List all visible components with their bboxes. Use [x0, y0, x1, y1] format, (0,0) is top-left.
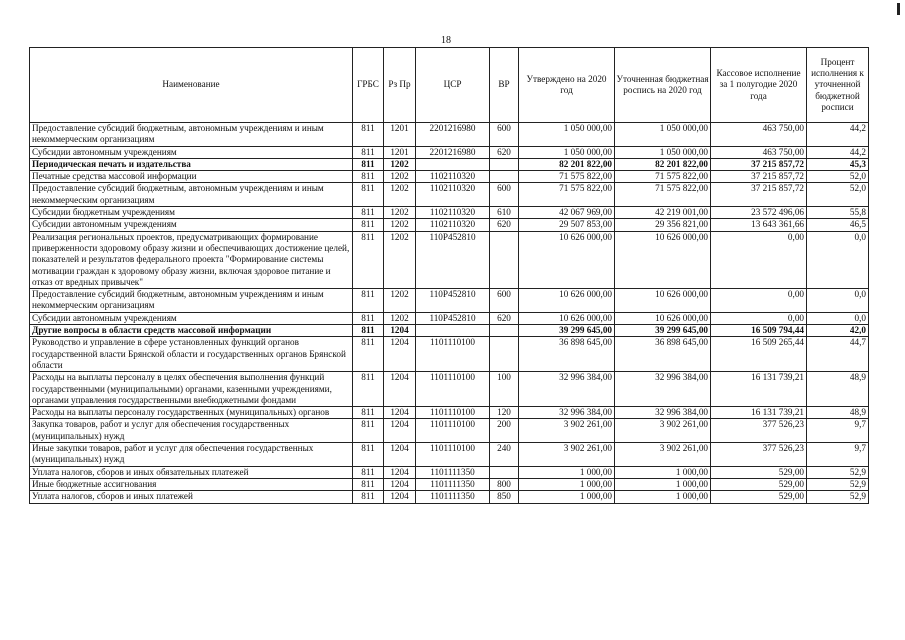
cell-grbs: 811: [353, 325, 384, 337]
cell-executed: 16 131 739,21: [711, 372, 807, 407]
cell-name: Субсидии автономным учреждениям: [30, 146, 353, 158]
cell-percent: 52,9: [807, 478, 869, 490]
table-row: [30, 171, 869, 183]
cell-vr: 600: [490, 289, 519, 313]
table-row: [30, 419, 869, 443]
cell-rzpr: 1202: [384, 183, 416, 207]
cell-vr: [490, 158, 519, 170]
cell-executed: 529,00: [711, 478, 807, 490]
cell-vr: 600: [490, 183, 519, 207]
cell-percent: 48,9: [807, 372, 869, 407]
cell-csr: 1101110100: [416, 407, 490, 419]
cell-percent: 52,9: [807, 466, 869, 478]
cell-approved: 32 996 384,00: [519, 407, 615, 419]
cell-rzpr: 1201: [384, 123, 416, 147]
cell-executed: 37 215 857,72: [711, 183, 807, 207]
cell-percent: 46,5: [807, 219, 869, 231]
table-row: [30, 146, 869, 158]
header-approved: Утверждено на 2020 год: [519, 48, 615, 123]
cell-vr: 620: [490, 219, 519, 231]
cell-csr: [416, 158, 490, 170]
header-row: [30, 48, 869, 123]
cell-approved: 10 626 000,00: [519, 312, 615, 324]
cell-percent: 44,7: [807, 337, 869, 372]
cell-rzpr: 1202: [384, 158, 416, 170]
cell-refined: 29 356 821,00: [615, 219, 711, 231]
cell-name: Субсидии автономным учреждениям: [30, 219, 353, 231]
cell-vr: 610: [490, 207, 519, 219]
cell-approved: 1 000,00: [519, 466, 615, 478]
cell-executed: 529,00: [711, 491, 807, 503]
cell-executed: 377 526,23: [711, 419, 807, 443]
cell-percent: 52,0: [807, 183, 869, 207]
cell-name: Субсидии автономным учреждениям: [30, 312, 353, 324]
header-percent: Процент исполнения к уточненной бюджетной росписи: [807, 48, 869, 123]
cell-name: Уплата налогов, сборов и иных обязательных платежей: [30, 466, 353, 478]
cell-approved: 39 299 645,00: [519, 325, 615, 337]
cell-executed: 0,00: [711, 289, 807, 313]
header-executed: Кассовое исполнение за 1 полугодие 2020 года: [711, 48, 807, 123]
cell-name: Иные закупки товаров, работ и услуг для обеспечения государственных (муниципальных) нужд: [30, 443, 353, 467]
cell-name: Руководство и управление в сфере установленных функций органов государственной власти Брянской области и государственных органов Брянской области: [30, 337, 353, 372]
cell-rzpr: 1204: [384, 466, 416, 478]
cell-grbs: 811: [353, 419, 384, 443]
cell-approved: 1 000,00: [519, 491, 615, 503]
cell-rzpr: 1204: [384, 372, 416, 407]
cell-percent: 9,7: [807, 443, 869, 467]
cell-approved: 82 201 822,00: [519, 158, 615, 170]
cell-grbs: 811: [353, 337, 384, 372]
cell-vr: 600: [490, 123, 519, 147]
cell-approved: 1 050 000,00: [519, 123, 615, 147]
cell-rzpr: 1204: [384, 337, 416, 372]
cell-csr: 2201216980: [416, 123, 490, 147]
cell-executed: 463 750,00: [711, 123, 807, 147]
cell-csr: 2201216980: [416, 146, 490, 158]
budget-execution-table: [29, 47, 869, 504]
cell-percent: 55,8: [807, 207, 869, 219]
cell-refined: 1 000,00: [615, 491, 711, 503]
cell-refined: 39 299 645,00: [615, 325, 711, 337]
table-row: [30, 443, 869, 467]
cell-csr: 1101110100: [416, 372, 490, 407]
cell-csr: 1101111350: [416, 491, 490, 503]
table-row: [30, 466, 869, 478]
cell-csr: [416, 325, 490, 337]
cell-refined: 32 996 384,00: [615, 372, 711, 407]
cell-csr: 1102110320: [416, 219, 490, 231]
cell-rzpr: 1204: [384, 478, 416, 490]
cell-percent: 52,9: [807, 491, 869, 503]
cell-refined: 1 050 000,00: [615, 123, 711, 147]
cell-grbs: 811: [353, 171, 384, 183]
cell-vr: [490, 337, 519, 372]
cell-rzpr: 1202: [384, 231, 416, 288]
cell-csr: 1102110320: [416, 207, 490, 219]
cell-percent: 44,2: [807, 146, 869, 158]
cell-rzpr: 1204: [384, 325, 416, 337]
cell-vr: 240: [490, 443, 519, 467]
cell-refined: 71 575 822,00: [615, 171, 711, 183]
cell-grbs: 811: [353, 372, 384, 407]
cell-vr: 800: [490, 478, 519, 490]
cell-executed: 13 643 361,66: [711, 219, 807, 231]
header-vr: ВР: [490, 48, 519, 123]
table-row: [30, 123, 869, 147]
cell-executed: 377 526,23: [711, 443, 807, 467]
cell-name: Реализация региональных проектов, предусматривающих формирование приверженности здоровому образу жизни и обеспечивающих достижение целей, показателей и результатов федерального проекта "Формирование системы мотивации граждан к здоровому образу жизни, включая здоровое питание и отказ от вредных привычек": [30, 231, 353, 288]
cell-refined: 10 626 000,00: [615, 312, 711, 324]
cell-grbs: 811: [353, 231, 384, 288]
cell-name: Субсидии бюджетным учреждениям: [30, 207, 353, 219]
cell-refined: 3 902 261,00: [615, 419, 711, 443]
cell-name: Расходы на выплаты персоналу в целях обеспечения выполнения функций государственными (муниципальными) органами, казенными учреждениями, органами управления государственными внебюджетными фондами: [30, 372, 353, 407]
cell-approved: 1 000,00: [519, 478, 615, 490]
header-name: Наименование: [30, 48, 353, 123]
cell-name: Предоставление субсидий бюджетным, автономным учреждениям и иным некоммерческим организациям: [30, 289, 353, 313]
cell-grbs: 811: [353, 219, 384, 231]
table-row: [30, 325, 869, 337]
table-row: [30, 407, 869, 419]
cell-grbs: 811: [353, 158, 384, 170]
cell-executed: 0,00: [711, 231, 807, 288]
header-refined: Уточненная бюджетная роспись на 2020 год: [615, 48, 711, 123]
cell-percent: 52,0: [807, 171, 869, 183]
cell-executed: 0,00: [711, 312, 807, 324]
table-row: [30, 491, 869, 503]
cell-rzpr: 1202: [384, 207, 416, 219]
cell-approved: 1 050 000,00: [519, 146, 615, 158]
cell-grbs: 811: [353, 312, 384, 324]
cell-csr: 1101111350: [416, 466, 490, 478]
cell-executed: 16 131 739,21: [711, 407, 807, 419]
cell-percent: 42,0: [807, 325, 869, 337]
cell-approved: 36 898 645,00: [519, 337, 615, 372]
cell-percent: 0,0: [807, 231, 869, 288]
cell-csr: 1102110320: [416, 183, 490, 207]
table-row: [30, 478, 869, 490]
cell-grbs: 811: [353, 443, 384, 467]
header-csr: ЦСР: [416, 48, 490, 123]
cell-csr: 1101110100: [416, 443, 490, 467]
cell-approved: 71 575 822,00: [519, 171, 615, 183]
cell-percent: 0,0: [807, 312, 869, 324]
cell-refined: 3 902 261,00: [615, 443, 711, 467]
cell-csr: 110P452810: [416, 231, 490, 288]
cell-rzpr: 1204: [384, 443, 416, 467]
cell-executed: 23 572 496,06: [711, 207, 807, 219]
cell-vr: 620: [490, 312, 519, 324]
table-row: [30, 337, 869, 372]
cell-approved: 42 067 969,00: [519, 207, 615, 219]
cell-vr: 100: [490, 372, 519, 407]
cell-percent: 9,7: [807, 419, 869, 443]
cell-csr: 110P452810: [416, 312, 490, 324]
table-row: [30, 312, 869, 324]
cell-vr: [490, 171, 519, 183]
table-row: [30, 372, 869, 407]
cell-approved: 3 902 261,00: [519, 443, 615, 467]
cell-csr: 1101110100: [416, 419, 490, 443]
cell-refined: 32 996 384,00: [615, 407, 711, 419]
cell-executed: 37 215 857,72: [711, 171, 807, 183]
cell-refined: 36 898 645,00: [615, 337, 711, 372]
cell-approved: 29 507 853,00: [519, 219, 615, 231]
cell-percent: 0,0: [807, 289, 869, 313]
cell-percent: 45,3: [807, 158, 869, 170]
cell-grbs: 811: [353, 478, 384, 490]
cell-name: Уплата налогов, сборов и иных платежей: [30, 491, 353, 503]
cell-vr: [490, 466, 519, 478]
cell-rzpr: 1204: [384, 491, 416, 503]
cell-csr: 1101111350: [416, 478, 490, 490]
cell-approved: 32 996 384,00: [519, 372, 615, 407]
table-row: [30, 219, 869, 231]
table-row: [30, 207, 869, 219]
cell-executed: 16 509 794,44: [711, 325, 807, 337]
cell-name: Иные бюджетные ассигнования: [30, 478, 353, 490]
cell-name: Другие вопросы в области средств массовой информации: [30, 325, 353, 337]
cell-grbs: 811: [353, 289, 384, 313]
cell-vr: [490, 231, 519, 288]
cell-grbs: 811: [353, 123, 384, 147]
cell-rzpr: 1202: [384, 171, 416, 183]
cell-refined: 10 626 000,00: [615, 289, 711, 313]
table-row: [30, 231, 869, 288]
cell-vr: 620: [490, 146, 519, 158]
cell-refined: 1 000,00: [615, 478, 711, 490]
cell-vr: 120: [490, 407, 519, 419]
cell-name: Предоставление субсидий бюджетным, автономным учреждениям и иным некоммерческим организациям: [30, 123, 353, 147]
cell-refined: 1 000,00: [615, 466, 711, 478]
cell-refined: 82 201 822,00: [615, 158, 711, 170]
cell-vr: 850: [490, 491, 519, 503]
cell-grbs: 811: [353, 207, 384, 219]
cell-csr: 1101110100: [416, 337, 490, 372]
cell-refined: 1 050 000,00: [615, 146, 711, 158]
cell-rzpr: 1202: [384, 312, 416, 324]
cell-name: Печатные средства массовой информации: [30, 171, 353, 183]
cell-name: Закупка товаров, работ и услуг для обеспечения государственных (муниципальных) нужд: [30, 419, 353, 443]
cell-vr: 200: [490, 419, 519, 443]
cell-percent: 48,9: [807, 407, 869, 419]
table-row: [30, 183, 869, 207]
cell-executed: 37 215 857,72: [711, 158, 807, 170]
cell-approved: 10 626 000,00: [519, 231, 615, 288]
table-row: [30, 289, 869, 313]
cell-grbs: 811: [353, 466, 384, 478]
cell-grbs: 811: [353, 491, 384, 503]
cell-executed: 16 509 265,44: [711, 337, 807, 372]
cell-name: Предоставление субсидий бюджетным, автономным учреждениям и иным некоммерческим организациям: [30, 183, 353, 207]
cell-rzpr: 1204: [384, 407, 416, 419]
cell-grbs: 811: [353, 407, 384, 419]
cell-percent: 44,2: [807, 123, 869, 147]
cell-approved: 71 575 822,00: [519, 183, 615, 207]
cell-refined: 71 575 822,00: [615, 183, 711, 207]
header-grbs: ГРБС: [353, 48, 384, 123]
cell-vr: [490, 325, 519, 337]
cell-rzpr: 1202: [384, 289, 416, 313]
cell-approved: 10 626 000,00: [519, 289, 615, 313]
header-rzpr: Рз Пр: [384, 48, 416, 123]
cell-csr: 110P452810: [416, 289, 490, 313]
cell-csr: 1102110320: [416, 171, 490, 183]
cell-rzpr: 1204: [384, 419, 416, 443]
cell-rzpr: 1202: [384, 219, 416, 231]
cell-rzpr: 1201: [384, 146, 416, 158]
table-row: [30, 158, 869, 170]
page-number: 18: [441, 35, 451, 46]
cell-name: Периодическая печать и издательства: [30, 158, 353, 170]
cell-grbs: 811: [353, 146, 384, 158]
cell-name: Расходы на выплаты персоналу государственных (муниципальных) органов: [30, 407, 353, 419]
cell-refined: 42 219 001,00: [615, 207, 711, 219]
scan-edge-mark: [897, 3, 900, 15]
cell-executed: 529,00: [711, 466, 807, 478]
cell-approved: 3 902 261,00: [519, 419, 615, 443]
cell-executed: 463 750,00: [711, 146, 807, 158]
cell-refined: 10 626 000,00: [615, 231, 711, 288]
cell-grbs: 811: [353, 183, 384, 207]
